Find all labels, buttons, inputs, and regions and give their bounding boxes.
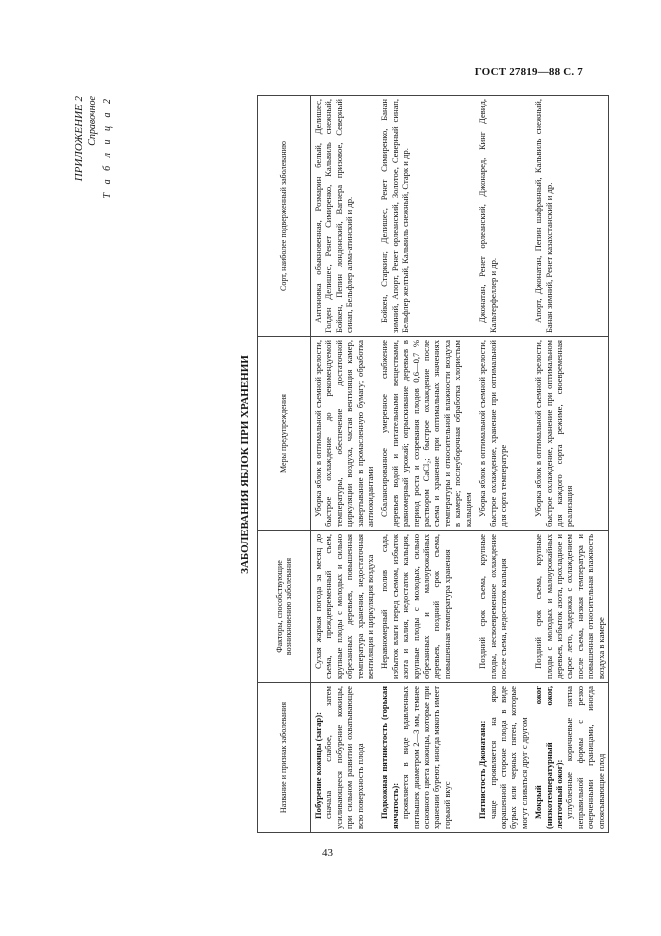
disease-cell [311,683,378,833]
appendix-reference: Справочное [87,96,98,146]
column-header-name: Название и признак заболевания [258,683,311,833]
disease-sign: углубленные коричневые пятна неправильной формы с резко очерченными границами, иногда опоясывающие плод [564,686,606,829]
column-header-varieties: Сорт, наиболее подверженный заболеванию [258,96,311,337]
disease-cell [531,683,608,833]
disease-name: Мокрый ожог (низкотемпературный ожог, ленточный ожог): [533,686,564,829]
appendix-title: ПРИЛОЖЕНИЕ 2 [73,96,85,182]
prevention-cell [377,337,475,531]
varieties-text: Бойкен, Старкинг, Делишес, Ренет Симиренко, Банан зимний, Апорт, Ренет орлеанский, Золотое, Северный синап, Бельфлер желтый, Кальвиль снежный, Старк и др. [379,99,411,333]
factors-cell [531,531,608,683]
varieties-cell [377,96,475,337]
table-row [475,96,531,833]
table-title: ЗАБОЛЕВАНИЯ ЯБЛОК ПРИ ХРАНЕНИИ [239,355,251,574]
disease-sign: сначала слабое, затем усиливающееся побурение кожицы, при сильном развитии охватывающее всю поверхность плода [323,686,365,829]
prevention-text: Сбалансированное умеренное снабжение деревьев водой и питательными веществами, равномерный урожай; опрыскивание деревьев в период роста и созревания плодов 0,6—0,7 % раствором CaCl₂; быстрое охлаждение после съема и хранение при оптимальных значениях температуры и относительной влажности воздуха в камере; послеуборочная обработка хлористым кальцием [379,340,473,527]
factors-cell [311,531,378,683]
disease-name: Побурение кожицы (загар): [313,712,323,819]
factors-text: Поздний срок съема, крупные плоды с молодых и малоурожайных деревьев, избыток азота, прохладное и сырое лето, задержка с охлаждением после съема, низкая температура и повышенная относительная влажность воздуха в камере [533,534,606,679]
varieties-text: Апорт, Джонатан, Пепин шафранный, Кальвиль снежный, Банан зимний, Ренет казахстанский и др. [533,99,554,333]
appendix-block [73,96,99,181]
table-row [531,96,608,833]
disease-sign: чаще проявляется на ярко окрашенной стороне плода в виде бурых или черных пятен, которые могут сливаться друг с другом [487,686,529,829]
factors-text: Поздний срок съема, крупные плоды, несвоевременное охлаждение после съема, недостаток кальция [477,534,508,679]
disease-cell [475,683,531,833]
page-number: 43 [322,847,333,859]
factors-text: Сухая жаркая погода за месяц до съема, преждевременный съем, крупные плоды с молодых и сильно обрезанных деревьев, повышенная температура хранения, недостаточная вентиляция и циркуляция воздуха [313,534,376,679]
varieties-text: Антоновка обыкновенная, Розмарин белый, Делишес, Голден Делишес, Ренет Симиренко, Кальвиль снежный, Бойкен, Пепин лондонский, Вагнера призовое, Северный синап, Бельфлер алма-атинский и др. [313,99,355,333]
prevention-text: Уборка яблок в оптимальной съемной зрелости, быстрое охлаждение, хранение при оптимальном для каждого сорта режиме, своевременная реализация [533,340,575,527]
table-header-row [258,96,311,833]
prevention-cell [311,337,378,531]
disease-name: Подкожная пятнистость (горькая ямчатость): [379,686,400,829]
table-row [377,96,475,833]
standard-header: ГОСТ 27819—88 С. 7 [474,66,583,78]
varieties-cell [475,96,531,337]
prevention-cell [531,337,608,531]
prevention-text: Уборка яблок в оптимальной съемной зрелости, быстрое охлаждение, хранение при оптимальной для сорта температуре [477,340,508,527]
prevention-text: Уборка яблок в оптимальной съемной зрелости, быстрое охлаждение до рекомендуемой температуры, обеспечение достаточной циркуляции воздуха, частая вентиляция камер, завертывание в промасленную бумагу; обработка антиокидантами [313,340,376,527]
diseases-table [257,95,609,833]
factors-cell [475,531,531,683]
prevention-cell [475,337,531,531]
disease-cell [377,683,475,833]
table-row [311,96,378,833]
factors-text: Неравномерный полив сада, избыток влаги перед съемом, избыток азота и калия, недостаток кальция, крупные плоды с молодых, сильно обрезанных и малоурожайных деревьев, поздний срок съема, повышенная температура хранения [379,534,452,679]
varieties-text: Джонатан, Ренет орлеанский, Джонаред, Кинг Девид, Кальтерфеллер и др. [477,99,498,333]
column-header-factors: Факторы, способствующие возникновению заболевания [258,531,311,683]
disease-sign: проявляется в виде вдавленных пятнышек диаметром 2—3 мм, темнее основного цвета кожицы, которые при хранении буреют, иногда мякоть имеет горький вкус [400,686,452,829]
column-header-prevention: Меры предупреждения [258,337,311,531]
table-label: Т а б л и ц а 2 [102,96,113,199]
disease-name: Пятнистость Джонатана: [477,720,488,819]
varieties-cell [311,96,378,337]
rotated-table-page [73,96,605,833]
varieties-cell [531,96,608,337]
factors-cell [377,531,475,683]
